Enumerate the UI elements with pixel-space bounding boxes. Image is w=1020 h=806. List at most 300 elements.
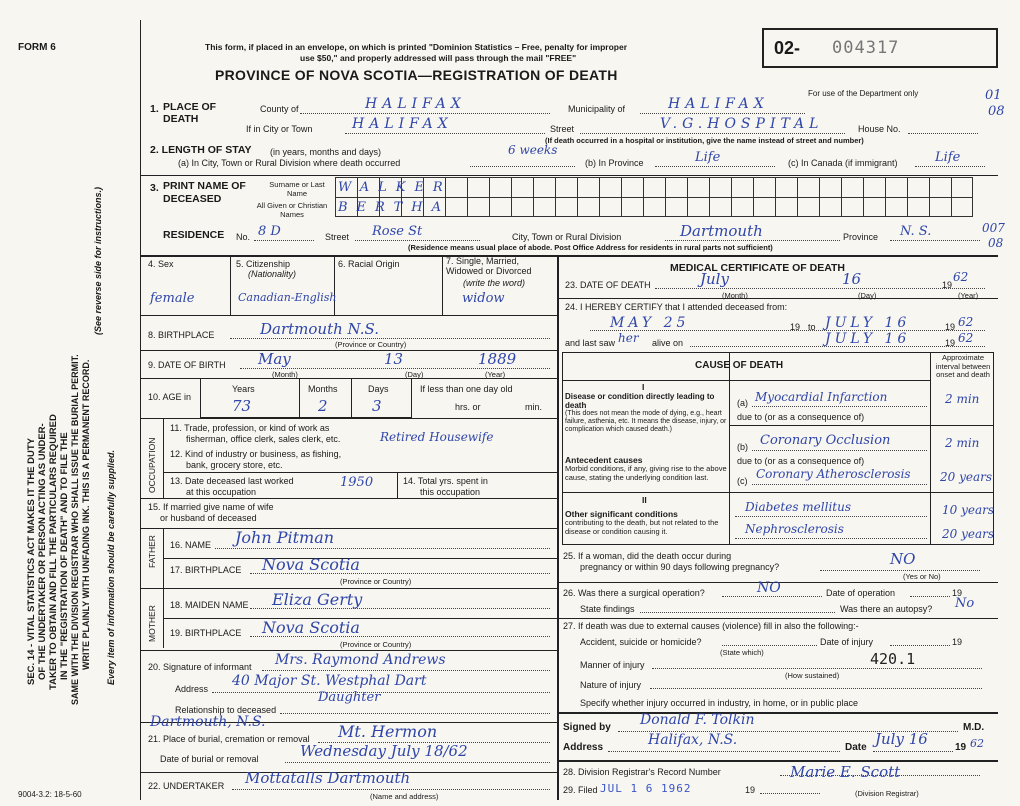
cause-rule-1 <box>729 425 994 426</box>
residence-street: Rose St <box>372 224 423 239</box>
dod-day-sub: (Day) <box>858 291 877 300</box>
dob-label: 9. DATE OF BIRTH <box>148 360 226 370</box>
age-less-label: If less than one day old <box>420 384 513 394</box>
burial-place-value: Mt. Hermon <box>338 722 438 741</box>
father-side-label: FATHER <box>147 535 157 568</box>
relationship-label: Relationship to deceased <box>175 705 277 715</box>
name-grid-cell <box>467 177 489 197</box>
alive-on-value: JULY 16 <box>825 331 911 347</box>
birthplace-value: Dartmouth N.S. <box>260 320 379 338</box>
physician-address-line <box>608 751 840 752</box>
dod-day: 16 <box>842 270 862 288</box>
autopsy-value: No <box>955 596 975 611</box>
name-grid-cell <box>885 177 907 197</box>
informant-address-label: Address <box>175 684 209 694</box>
other-1-interval: 10 years <box>942 503 995 517</box>
age-hrs-label: hrs. or <box>455 402 481 412</box>
informant-label: 20. Signature of informant <box>148 662 252 672</box>
rule-med-27 <box>557 712 998 714</box>
form-number: FORM 6 <box>18 42 56 53</box>
registrar-signature: Marie E. Scott <box>790 763 901 781</box>
alive-on-year-prefix: 19 <box>945 338 956 348</box>
rule-occ-3 <box>140 498 557 499</box>
name-grid-cell <box>577 177 599 197</box>
dod-year-prefix: 19 <box>942 280 953 290</box>
age-label: 10. AGE in <box>148 392 192 402</box>
undertaker-sub: (Name and address) <box>370 792 439 801</box>
father-birthplace-value: Nova Scotia <box>262 555 360 574</box>
filed-year-prefix: 19 <box>745 785 756 795</box>
findings-line <box>640 612 835 613</box>
street-label: Street <box>550 124 575 134</box>
dob-month-sub: (Month) <box>272 370 298 379</box>
name-grid-cell <box>709 197 731 217</box>
medical-title: MEDICAL CERTIFICATE OF DEATH <box>670 262 845 274</box>
cause-part-2: II <box>642 495 647 505</box>
rule-mother-1 <box>163 618 557 619</box>
cert-year-prefix: 19 <box>955 742 967 753</box>
rule-occ-4 <box>140 528 557 529</box>
sidebar-line-7: (See reverse side for instructions.) <box>93 186 103 335</box>
last-worked-value: 1950 <box>340 475 374 490</box>
municipality-label: Municipality of <box>568 104 626 114</box>
mail-notice-2: use $50," and properly addressed will pass through the mail "FREE" <box>300 53 577 63</box>
attended-from: MAY 25 <box>610 315 690 331</box>
cause-header-rule <box>562 380 930 381</box>
trade-value: Retired Housewife <box>380 430 494 444</box>
dob-line <box>240 368 550 369</box>
sex-value: female <box>150 291 195 306</box>
county-label: County of <box>260 104 299 114</box>
trade-label-2: fisherman, office clerk, sales clerk, etc. <box>186 434 341 444</box>
last-saw-pronoun: her <box>618 331 639 345</box>
residence-street-label: Street <box>325 232 350 242</box>
sidebar-line-6: WRITE PLAINLY WITH UNFADING INK. THIS IS A PERMANENT RECORD. <box>81 359 91 670</box>
informant-address: 40 Major St. Westphal Dart <box>232 673 427 689</box>
stay-city-label: (a) In City, Town or Rural Division where death occurred <box>178 158 401 168</box>
physician-signature: Donald F. Tolkin <box>640 712 755 728</box>
age-days-label: Days <box>368 384 389 394</box>
mother-birthplace-sub: (Province or Country) <box>340 640 412 649</box>
alive-on-year: 62 <box>958 331 974 345</box>
relationship-line <box>280 713 550 714</box>
cause-a-line <box>752 406 927 407</box>
dod-month: July <box>700 270 729 288</box>
surname-label: Surname or Last Name <box>269 180 325 198</box>
md-label: M.D. <box>963 722 985 733</box>
cert-date-line <box>873 751 953 752</box>
name-grid-cell <box>841 197 863 217</box>
spouse-label-2: or husband of deceased <box>160 513 257 523</box>
name-grid-cell <box>687 197 709 217</box>
reg-number: 004317 <box>832 38 900 58</box>
filed-line <box>760 793 820 794</box>
attended-to: JULY 16 <box>825 315 911 331</box>
name-grid-cell <box>709 177 731 197</box>
street-line <box>580 133 845 134</box>
form-title: PROVINCE OF NOVA SCOTIA—REGISTRATION OF DEATH <box>215 67 618 83</box>
maiden-value: Eliza Gerty <box>272 590 363 609</box>
surgery-line <box>722 596 822 597</box>
name-grid-cell <box>577 197 599 217</box>
spouse-label: 15. If married give name of wife <box>148 502 274 512</box>
burial-date-value: Wednesday July 18/62 <box>300 742 468 760</box>
name-grid-cell <box>599 197 621 217</box>
city-line <box>345 133 545 134</box>
cause-b-line <box>752 450 927 451</box>
residence-code-1: 007 <box>982 221 1005 235</box>
marital-sub: (write the word) <box>463 278 526 288</box>
informant-line <box>262 670 550 671</box>
pregnancy-value: NO <box>890 550 916 568</box>
name-grid-cell <box>929 197 951 217</box>
surgery-label: 26. Was there a surgical operation? <box>563 588 705 598</box>
burial-date-label: Date of burial or removal <box>160 754 259 764</box>
sidebar-line-3: TAKER TO OBTAIN AND FILL THE PARTICULARS REQUIRED <box>48 414 59 690</box>
industry-label-2: bank, grocery store, etc. <box>186 460 283 470</box>
name-grid-cell <box>489 197 511 217</box>
age-years-value: 73 <box>232 397 252 415</box>
county-line <box>300 113 550 114</box>
sidebar-line-5: SAME WITH THE DIVISION REGISTRAR WHO SHALL ISSUE THE BURIAL PERMIT. <box>70 354 80 705</box>
house-label: House No. <box>858 124 901 134</box>
place-label: PLACE OF DEATH <box>163 101 217 125</box>
injury-year-prefix: 19 <box>952 637 963 647</box>
mother-birthplace-label: 19. BIRTHPLACE <box>170 628 242 638</box>
stay-label: 2. LENGTH OF STAY <box>150 144 252 156</box>
injury-date-label: Date of injury <box>820 637 874 647</box>
cause-a-label: (a) <box>737 398 748 408</box>
age-years-label: Years <box>232 384 255 394</box>
violence-label: 27. If death was due to external causes (violence) fill in also the following:- <box>563 621 859 631</box>
name-label: PRINT NAME OF DECEASED <box>163 180 246 205</box>
father-name-line <box>215 548 550 549</box>
dod-year-sub: (Year) <box>958 291 979 300</box>
name-grid-cell <box>775 197 797 217</box>
rule-above-personal <box>140 255 998 257</box>
street-value: V.G.HOSPITAL <box>660 116 824 132</box>
undertaker-line <box>232 789 550 790</box>
pregnancy-label-2: pregnancy or within 90 days following pregnancy? <box>580 562 780 572</box>
rule-mother-2 <box>140 650 557 651</box>
certify-label: 24. I HEREBY CERTIFY that I attended deceased from: <box>565 302 788 312</box>
citizenship-value: Canadian-English <box>238 291 337 304</box>
father-name-label: 16. NAME <box>170 540 212 550</box>
antecedent-label: Antecedent causes <box>565 455 643 465</box>
birthplace-line <box>230 338 550 339</box>
sidebar-line-2: OF THE UNDERTAKER OR PERSON ACTING AS UNDER- <box>37 423 48 680</box>
attended-to-year-prefix: 19 <box>945 322 956 332</box>
maiden-label: 18. MAIDEN NAME <box>170 600 249 610</box>
industry-label: 12. Kind of industry or business, as fishing, <box>170 449 342 459</box>
surname-value: WALKER <box>338 180 452 195</box>
cause-c-value: Coronary Atherosclerosis <box>756 467 911 481</box>
rule-med-sign <box>557 760 998 762</box>
name-grid-cell <box>621 177 643 197</box>
residence-province: N. S. <box>900 224 932 239</box>
name-grid-cell <box>819 177 841 197</box>
rule-med-1 <box>557 298 998 299</box>
age-min-label: min. <box>525 402 543 412</box>
dod-line <box>655 288 985 289</box>
dod-month-sub: (Month) <box>722 291 748 300</box>
rule-personal-1 <box>140 315 557 316</box>
name-grid-cell <box>511 177 533 197</box>
dob-day-sub: (Day) <box>405 370 424 379</box>
city-value: HALIFAX <box>352 116 453 132</box>
racial-label: 6. Racial Origin <box>338 259 400 269</box>
undertaker-value: Mottatalls Dartmouth <box>245 769 411 787</box>
filed-stamp: JUL 1 6 1962 <box>600 782 692 795</box>
residence-code-2: 08 <box>988 236 1004 250</box>
name-grid-cell <box>731 177 753 197</box>
name-grid-cell <box>731 197 753 217</box>
alive-on-label: alive on <box>652 338 684 348</box>
name-grid-cell <box>665 177 687 197</box>
stay-province-label: (b) In Province <box>585 158 644 168</box>
stay-label-sub: (in years, months and days) <box>270 147 382 157</box>
birthplace-sub: (Province or Country) <box>335 340 407 349</box>
marital-label: 7. Single, Married, Widowed or Divorced <box>446 256 532 276</box>
name-grid-cell <box>819 197 841 217</box>
name-grid-cell <box>951 177 973 197</box>
reg-prefix: 02- <box>774 38 801 58</box>
father-birthplace-sub: (Province or Country) <box>340 577 412 586</box>
stay-canada-label: (c) In Canada (if immigrant) <box>788 158 898 168</box>
rule-father-2 <box>140 588 557 589</box>
interval-b-value: 2 min <box>945 436 980 450</box>
nature-label: Nature of injury <box>580 680 642 690</box>
name-grid-cell <box>467 197 489 217</box>
manner-code: 420.1 <box>870 650 916 668</box>
name-grid-cell <box>599 177 621 197</box>
residence-city-line <box>665 240 840 241</box>
hospital-note: (If death occurred in a hospital or institution, give the name instead of street and number) <box>545 136 864 145</box>
other-note: contributing to the death, but not related to the disease or condition causing it. <box>565 518 719 536</box>
injury-date-line <box>890 645 950 646</box>
direct-note: (This does not mean the mode of dying, e.g., heart failure, asthenia, etc. It means the disease, injury, or complication which caused death.) <box>565 410 727 433</box>
name-grid-cell <box>753 177 775 197</box>
name-grid-cell <box>885 197 907 217</box>
rule-above-name <box>140 175 998 176</box>
name-grid-cell <box>797 197 819 217</box>
dept-use-label: For use of the Department only <box>808 89 919 98</box>
attended-from-year-prefix: 19 <box>790 322 801 332</box>
signed-label: Signed by <box>563 722 611 733</box>
informant-address-line <box>212 692 550 693</box>
surgery-year-prefix: 19 <box>952 588 963 598</box>
antecedent-note: Morbid conditions, if any, giving rise to the above cause, stating the underlying condition last. <box>565 464 727 482</box>
cause-c-line <box>752 484 927 485</box>
age-days-value: 3 <box>372 397 382 415</box>
how-sustained: (How sustained) <box>785 671 840 680</box>
stay-province-value: Life <box>695 150 721 165</box>
dob-year: 1889 <box>478 350 517 368</box>
footer-code: 9004-3.2: 18-5-60 <box>18 790 82 799</box>
cert-date-value: July 16 <box>875 730 928 748</box>
stay-city-line <box>470 166 575 167</box>
surgery-date-line <box>910 596 950 597</box>
cause-col-divider-2 <box>930 352 931 545</box>
municipality-line <box>640 113 805 114</box>
attended-to-label: to <box>808 322 816 332</box>
place-label-num: 1. <box>150 103 159 115</box>
cert-year: 62 <box>970 737 984 750</box>
cause-b-value: Coronary Occlusion <box>760 433 891 448</box>
name-grid-cell <box>665 197 687 217</box>
stay-province-line <box>655 166 775 167</box>
center-divider <box>557 255 559 800</box>
autopsy-label: Was there an autopsy? <box>840 604 933 614</box>
col-divider-racial <box>442 255 443 315</box>
pregnancy-label: 25. If a woman, did the death occur during <box>563 551 732 561</box>
name-grid-cell <box>621 197 643 217</box>
marital-value: widow <box>462 291 505 306</box>
residence-city: Dartmouth <box>680 222 763 240</box>
accident-line <box>722 645 817 646</box>
father-name-value: John Pitman <box>235 528 335 547</box>
informant-relationship: Daughter <box>318 690 381 705</box>
name-grid-cell <box>907 197 929 217</box>
undertaker-label: 22. UNDERTAKER <box>148 781 225 791</box>
rule-occ-1 <box>163 472 557 473</box>
registration-number-box <box>762 28 998 68</box>
name-grid-cell <box>797 177 819 197</box>
other-2-interval: 20 years <box>942 527 995 541</box>
residence-province-label: Province <box>843 232 879 242</box>
name-grid-cell <box>929 177 951 197</box>
informant-signature: Mrs. Raymond Andrews <box>275 652 446 668</box>
total-label-2: this occupation <box>420 487 481 497</box>
name-grid-cell <box>863 197 885 217</box>
residence-label: RESIDENCE <box>163 229 225 241</box>
last-worked-label-2: at this occupation <box>186 487 257 497</box>
dod-year: 62 <box>953 270 969 284</box>
birthplace-label: 8. BIRTHPLACE <box>148 330 215 340</box>
pregnancy-line <box>820 570 980 571</box>
physician-address: Halifax, N.S. <box>648 732 738 748</box>
sidebar-line-1: SEC. 14 - VITAL STATISTICS ACT MAKES IT THE DUTY <box>26 437 37 685</box>
residence-no-label: No. <box>236 232 251 242</box>
due-to-2: due to (or as a consequence of) <box>737 456 865 466</box>
other-1-line <box>735 516 927 517</box>
mother-side-label: MOTHER <box>147 605 157 642</box>
name-grid-cell <box>555 177 577 197</box>
name-grid-cell <box>863 177 885 197</box>
last-saw-label: and last saw <box>565 338 616 348</box>
name-grid-cell <box>643 177 665 197</box>
other-2-value: Nephrosclerosis <box>745 522 844 536</box>
total-label: 14. Total yrs. spent in <box>403 476 488 486</box>
cert-date-label: Date <box>845 742 867 753</box>
rule-med-26 <box>557 618 998 619</box>
interval-a-value: 2 min <box>945 392 980 406</box>
burial-place-label: 21. Place of burial, cremation or removal <box>148 734 310 744</box>
pregnancy-yes-no: (Yes or No) <box>903 572 941 581</box>
findings-label: State findings <box>580 604 635 614</box>
other-1-value: Diabetes mellitus <box>745 500 851 514</box>
surgery-date-label: Date of operation <box>826 588 896 598</box>
dob-year-sub: (Year) <box>485 370 506 379</box>
nature-line <box>650 688 982 689</box>
residence-no-line <box>254 240 314 241</box>
occupation-side-label: OCCUPATION <box>147 437 157 493</box>
rule-father-1 <box>163 558 557 559</box>
father-birthplace-label: 17. BIRTHPLACE <box>170 565 242 575</box>
name-grid-cell <box>687 177 709 197</box>
sex-label: 4. Sex <box>148 259 174 269</box>
name-grid-cell <box>643 197 665 217</box>
trade-label: 11. Trade, profession, or kind of work as <box>170 423 330 433</box>
specify-label: Specify whether injury occurred in industry, in home, or in public place <box>580 698 858 708</box>
dept-code-1: 01 <box>985 88 1002 103</box>
manner-label: Manner of injury <box>580 660 645 670</box>
direct-label: Disease or condition directly leading to death <box>565 392 715 410</box>
reg-record-label: 28. Division Registrar's Record Number <box>563 767 721 777</box>
residence-street-line <box>355 240 480 241</box>
left-margin-rule <box>140 20 141 800</box>
mail-notice-1: This form, if placed in an envelope, on which is printed "Dominion Statistics – Free, penalty for improper <box>205 42 628 52</box>
municipality-value: HALIFAX <box>668 96 769 112</box>
name-grid-cell <box>489 177 511 197</box>
interval-label: Approximate interval between onset and death <box>935 353 991 379</box>
city-label: If in City or Town <box>246 124 313 134</box>
interval-c-value: 20 years <box>940 470 993 484</box>
col-divider-sex <box>230 255 231 315</box>
name-label-num: 3. <box>150 182 159 194</box>
stay-canada-value: Life <box>935 150 961 165</box>
cause-rule-2 <box>562 492 994 493</box>
cause-part-1: I <box>642 382 645 392</box>
burial-date-line <box>285 762 550 763</box>
cause-c-label: (c) <box>737 476 748 486</box>
name-grid-cell <box>907 177 929 197</box>
due-to-1: due to (or as a consequence of) <box>737 412 865 422</box>
attended-to-year: 62 <box>958 315 974 329</box>
burial-place-note: Dartmouth, N.S. <box>150 714 266 730</box>
accident-label: Accident, suicide or homicide? <box>580 637 702 647</box>
name-grid-cell <box>753 197 775 217</box>
residence-note: (Residence means usual place of abode. Post Office Address for residents in rural parts not sufficient) <box>408 243 773 252</box>
name-grid-cell <box>841 177 863 197</box>
house-line <box>908 133 978 134</box>
manner-line <box>652 668 982 669</box>
residence-city-label: City, Town or Rural Division <box>512 232 622 242</box>
age-months-label: Months <box>308 384 338 394</box>
dod-label: 23. DATE OF DEATH <box>565 280 651 290</box>
rule-personal-4 <box>140 418 557 419</box>
given-value: BERTHA <box>338 200 450 215</box>
name-grid-cell <box>533 177 555 197</box>
citizenship-sub: (Nationality) <box>248 269 297 279</box>
sidebar-line-4: IN THE "REGISTRATION OF DEATH" AND TO FILE THE <box>59 432 70 680</box>
last-worked-label: 13. Date deceased last worked <box>170 476 294 486</box>
occupation-side-rule <box>163 418 164 498</box>
dob-day: 13 <box>384 350 404 368</box>
col-divider-citizenship <box>334 255 335 315</box>
surgery-value: NO <box>757 580 781 596</box>
age-months-value: 2 <box>318 397 328 415</box>
rule-occ-2 <box>397 472 398 498</box>
name-grid-cell <box>775 177 797 197</box>
name-grid-cell <box>511 197 533 217</box>
given-label: All Given or Christian Names <box>256 201 328 219</box>
stay-canada-line <box>915 166 985 167</box>
other-2-line <box>735 538 927 539</box>
name-grid-cell <box>555 197 577 217</box>
name-grid-cell <box>533 197 555 217</box>
state-which: (State which) <box>720 648 764 657</box>
